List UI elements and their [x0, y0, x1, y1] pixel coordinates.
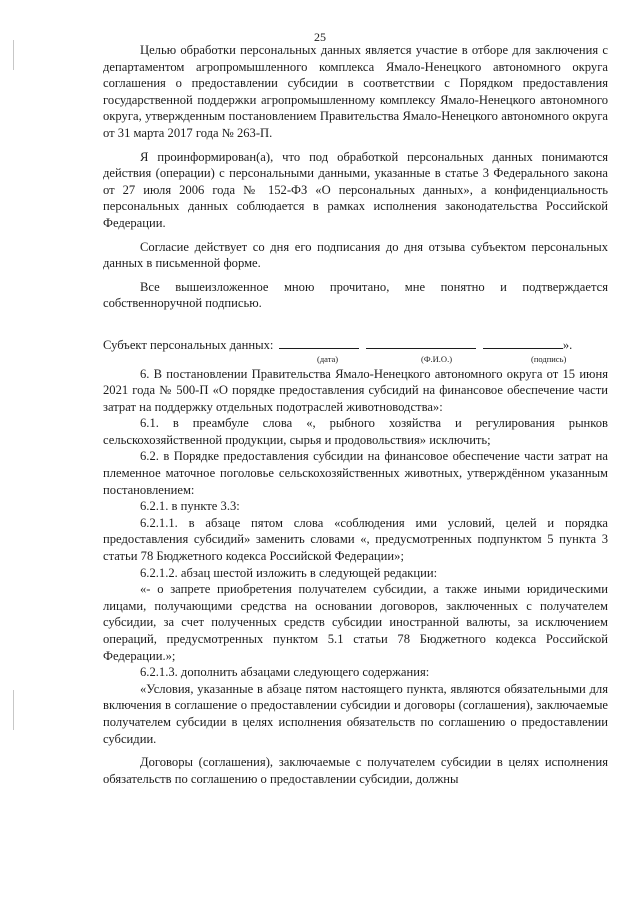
paragraph: 6.1. в преамбуле слова «, рыбного хозяйства и регулирования рынков сельскохозяйственной продукции, сырья и продовольствия» исключить;: [103, 416, 608, 447]
quote-end: ».: [562, 337, 573, 352]
paragraph: Целью обработки персональных данных является участие в отборе для заключения с департаментом агропромышленного комплекса Ямало-Ненецкого автономного округа соглашения о предоставлении субсидии в соответствии с Порядком предоставления государственной поддержки агропромышленному комплексу Ямало-Ненецкого автономного округа, утвержденным постановлением Правительства Ямало-Ненецкого автономного округа от 31 марта 2017 года № 263-П.: [103, 43, 608, 140]
paragraph: 6. В постановлении Правительства Ямало-Ненецкого автономного округа от 15 июня 2021 года № 500-П «О порядке предоставления субсидий на финансовое обеспечение части затрат на поддержку отдельных подотраслей животноводства»:: [103, 366, 608, 414]
paragraph: 6.2.1.3. дополнить абзацами следующего содержания:: [140, 665, 430, 680]
signature-label: Субъект персональных данных:: [103, 337, 274, 352]
signature-line: [103, 336, 608, 354]
paragraph: 6.2.1.2. абзац шестой изложить в следующей редакции:: [140, 565, 438, 580]
sign-caption: (подпись): [531, 353, 567, 364]
paragraph: Все вышеизложенное мною прочитано, мне понятно и подтверждается собственноручной подписью.: [103, 279, 608, 311]
name-blank: [366, 336, 476, 349]
signature-blank: [483, 336, 563, 349]
date-caption: (дата): [317, 353, 339, 364]
paragraph: Согласие действует со дня его подписания до дня отзыва субъектом персональных данных в письменной форме.: [103, 239, 608, 271]
date-blank: [279, 336, 359, 349]
signature-block: [103, 336, 608, 366]
page-number: 25: [314, 30, 326, 44]
paragraph: Я проинформирован(а), что под обработкой персональных данных понимаются действия (операции) с персональными данными, указанные в статье 3 Федерального закона от 27 июля 2006 года № 152-ФЗ «О персональных данных», а конфиденциальность персональных данных соблюдается в рамках исполнения законодательства Российской Федерации.: [103, 149, 608, 230]
paragraph: «- о запрете приобретения получателем субсидии, а также иными юридическими лицами, получающими средства на основании договоров, заключенных с получателем субсидии, за счет полученных средств субсидии иностранной валюты, за исключением операций, предусмотренных пунктом 5.1 статьи 78 Бюджетного кодекса Российской Федерации.»;: [103, 582, 608, 663]
document-body: [103, 42, 608, 787]
paragraph: «Условия, указанные в абзаце пятом настоящего пункта, являются обязательными для включения в соглашение о предоставлении субсидии и договоры (соглашения), заключаемые получателем субсидии в целях исполнения обязательств по соглашению о предоставлении субсидии.: [103, 681, 608, 746]
paragraph: 6.2.1.1. в абзаце пятом слова «соблюдения ими условий, целей и порядка предоставления субсидий» заменить словами «, предусмотренных подпунктом 5 пункта 3 статьи 78 Бюджетного кодекса Российской Федерации»;: [103, 515, 608, 564]
paragraph: 6.2. в Порядке предоставления субсидии на финансовое обеспечение части затрат на племенное маточное поголовье сельскохозяйственных животных, утверждённом указанным постановлением:: [103, 449, 608, 497]
paragraph: 6.2.1. в пункте 3.3:: [140, 499, 240, 514]
name-caption: (Ф.И.О.): [421, 353, 453, 364]
signature-captions: [103, 354, 608, 366]
paragraph: Договоры (соглашения), заключаемые с получателем субсидии в целях исполнения обязательств по соглашению о предоставлении субсидии, должны: [103, 755, 608, 786]
scan-margin-mark: [13, 690, 14, 730]
